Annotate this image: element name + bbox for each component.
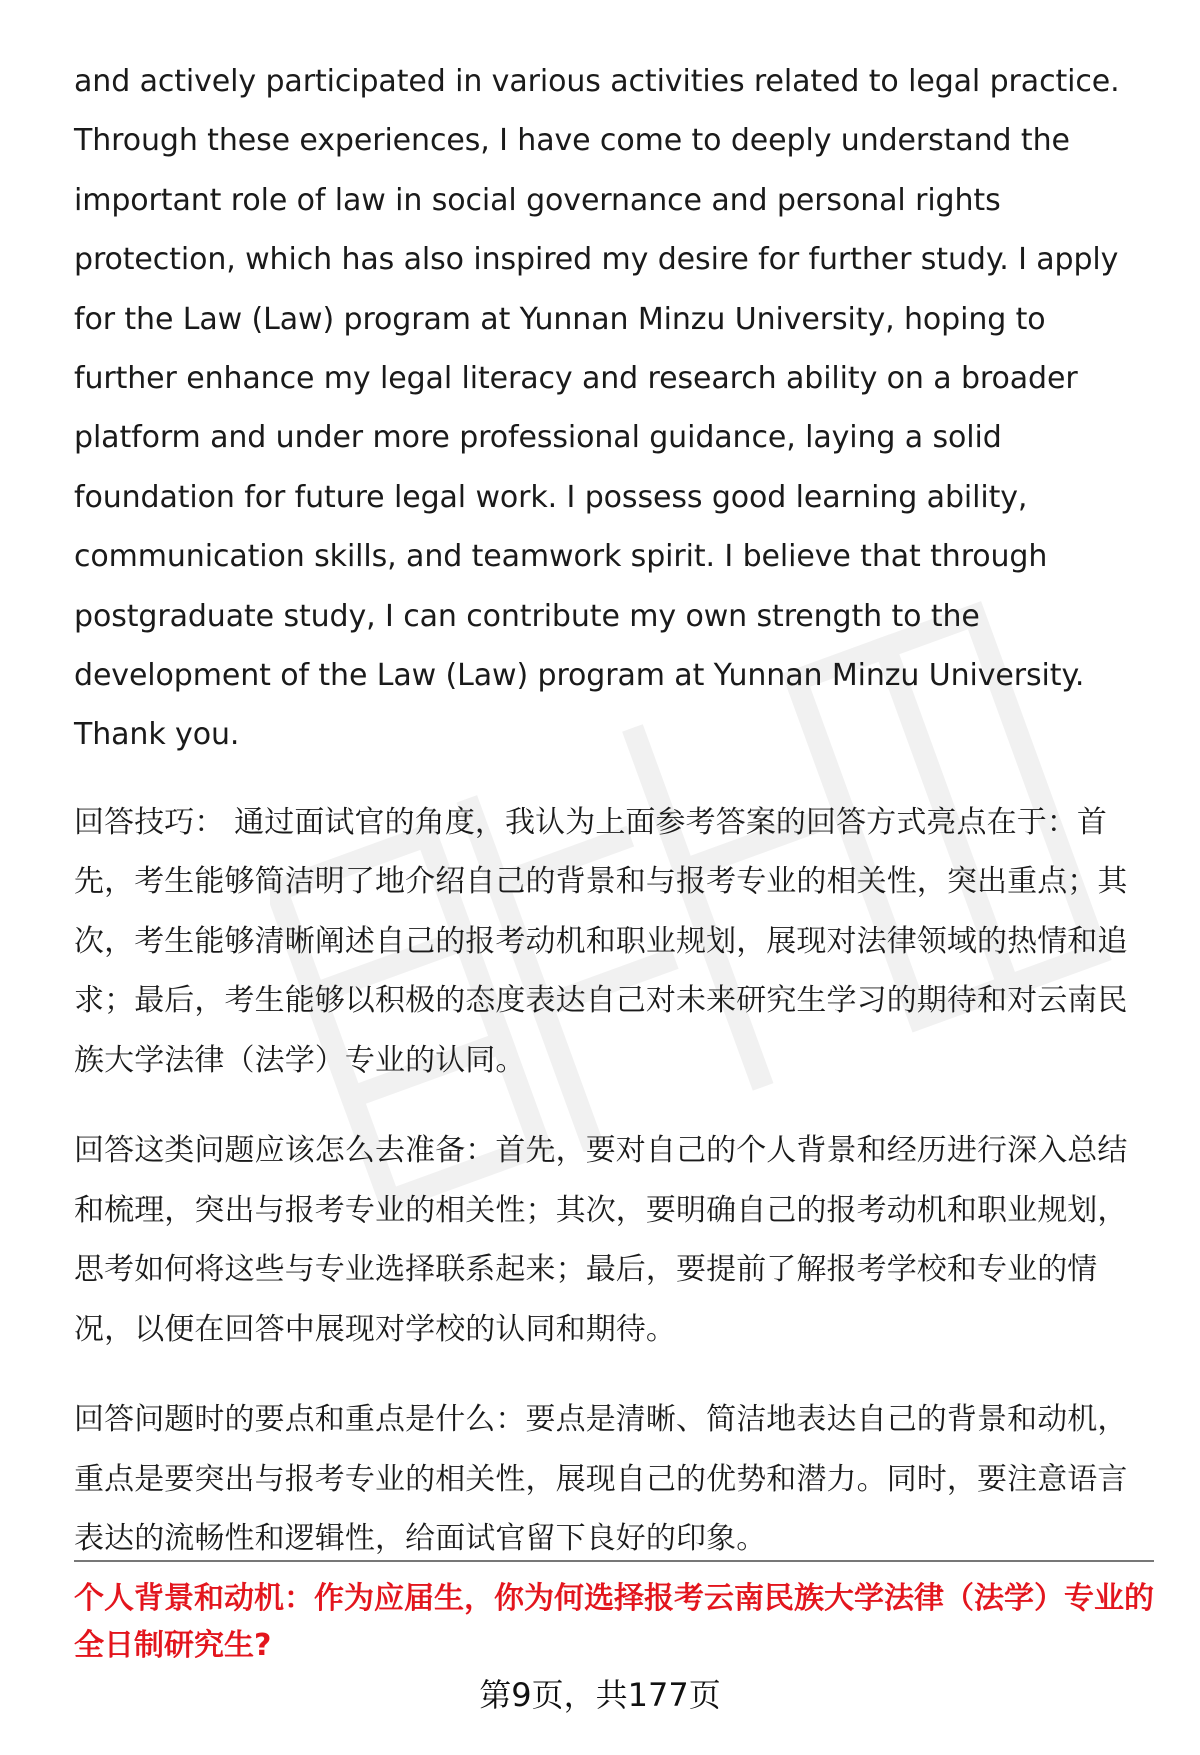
page-number: 第9页，共177页: [479, 1676, 721, 1714]
answer-tips-paragraph: 回答技巧： 通过面试官的角度，我认为上面参考答案的回答方式亮点在于：首先，考生能够简洁明了地介绍自己的背景和与报考专业的相关性，突出重点；其次，考生能够清晰阐述自己的报考动机和职业规划，展现对法律领域的热情和追求；最后，考生能够以积极的态度表达自己对未来研究生学习的期待和对云南民族大学法律（法学）专业的认同。: [74, 804, 1128, 1078]
section-divider: [74, 1560, 1154, 1562]
answer-english-paragraph: and actively participated in various activities related to legal practice. Through these experiences, I have come to deeply understand the important role of law in social governance and personal rights protection, which has also inspired my desire for further study. I apply for the Law (Law) program at Yunnan Minzu University, hoping to further enhance my legal literacy and research ability on a broader platform and under more professional guidance, laying a solid foundation for future legal work. I possess good learning ability, communication skills, and teamwork spirit. I believe that through postgraduate study, I can contribute my own strength to the development of the Law (Law) program at Yunnan Minzu University. Thank you.: [74, 64, 1120, 753]
key-points-paragraph: 回答问题时的要点和重点是什么：要点是清晰、简洁地表达自己的背景和动机，重点是要突出与报考专业的相关性，展现自己的优势和潜力。同时，要注意语言表达的流畅性和逻辑性，给面试官留下良好的印象。: [74, 1402, 1128, 1557]
preparation-paragraph: 回答这类问题应该怎么去准备：首先，要对自己的个人背景和经历进行深入总结和梳理，突出与报考专业的相关性；其次，要明确自己的报考动机和职业规划，思考如何将这些与专业选择联系起来；最后，要提前了解报考学校和专业的情况，以便在回答中展现对学校的认同和期待。: [74, 1133, 1128, 1347]
document-body: [74, 52, 1154, 1569]
next-question-heading: 个人背景和动机：作为应届生，你为何选择报考云南民族大学法律（法学）专业的全日制研究生?: [74, 1581, 1154, 1663]
